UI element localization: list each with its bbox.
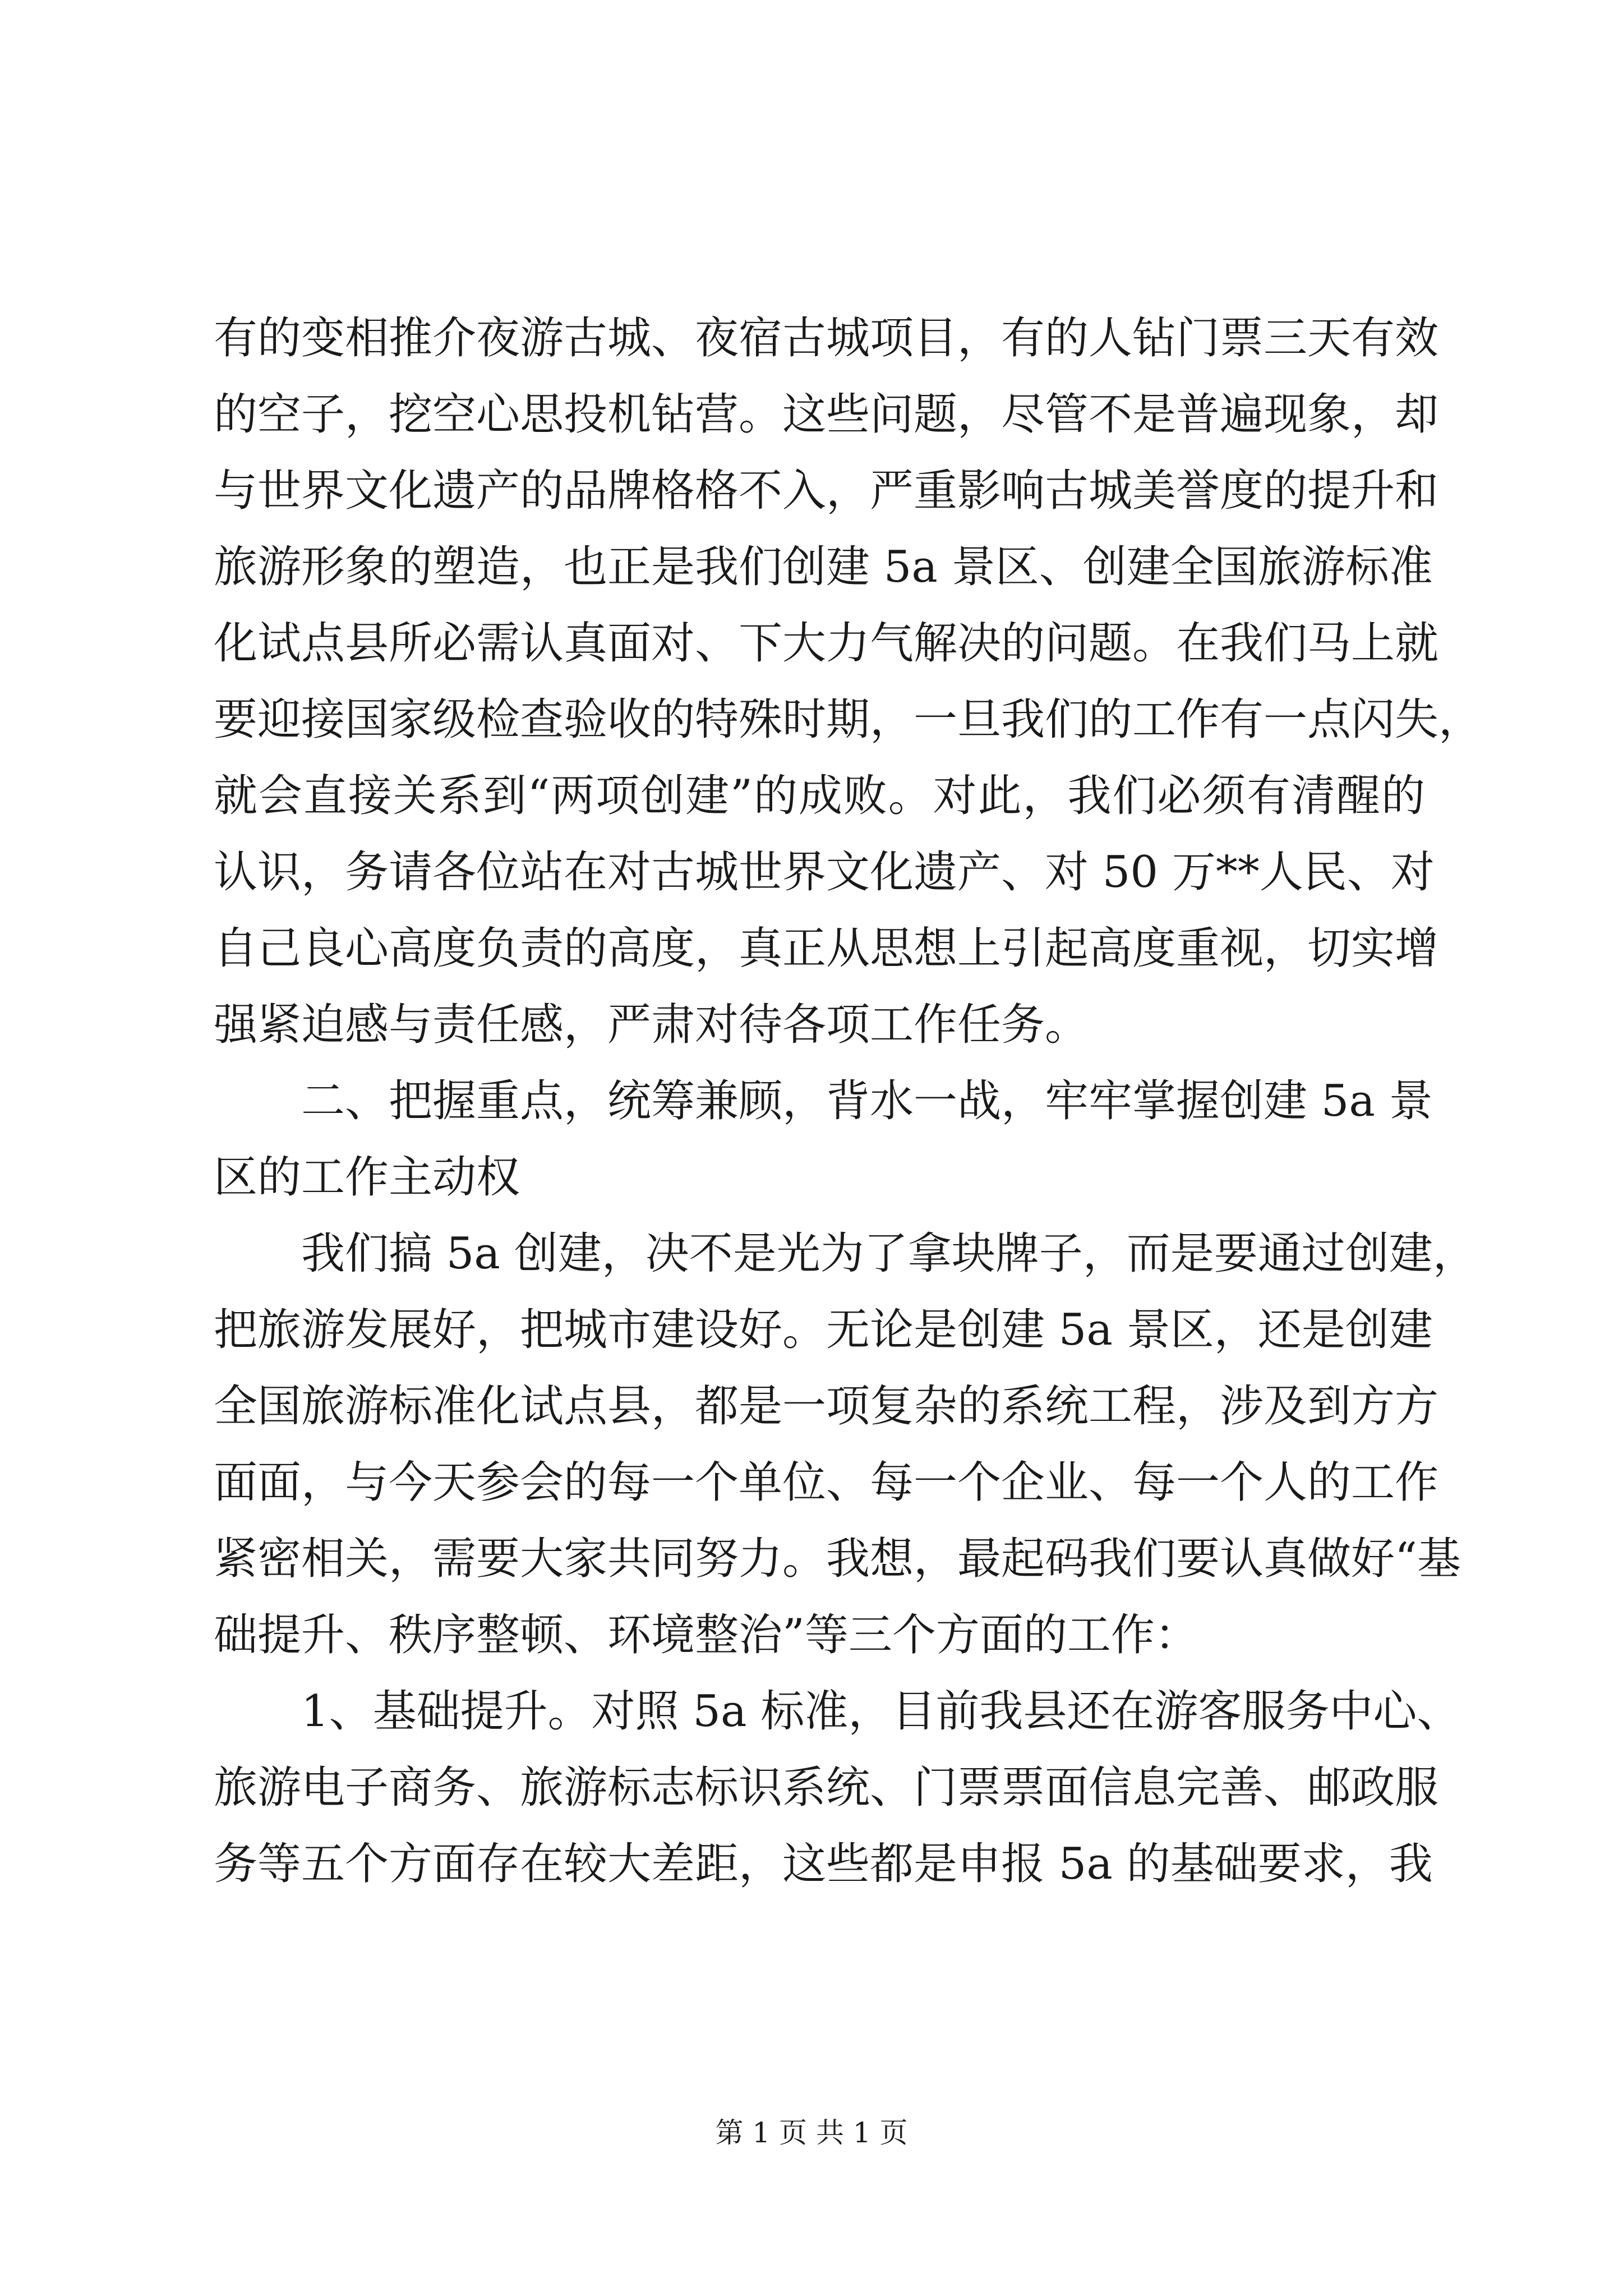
text-line: 紧密相关，需要大家共同努力。我想，最起码我们要认真做好“基 — [214, 1534, 1461, 1584]
text-line: 础提升、秩序整顿、环境整治”等三个方面的工作： — [214, 1610, 1198, 1660]
text-line: 我们搞 5a 创建，决不是光为了拿块牌子，而是要通过创建， — [214, 1228, 1477, 1279]
text-line: 认识，务请各位站在对古城世界文化遗产、对 50 万**人民、对 — [214, 847, 1435, 898]
text-line: 强紧迫感与责任感，严肃对待各项工作任务。 — [214, 1000, 1089, 1050]
section-heading-line: 区的工作主动权 — [214, 1152, 520, 1203]
text-line: 务等五个方面存在较大差距，这些都是申报 5a 的基础要求，我 — [214, 1839, 1433, 1889]
page-footer: 第 1 页 共 1 页 — [715, 2116, 908, 2149]
text-line: 的空子，挖空心思投机钻营。这些问题，尽管不是普遍现象，却 — [214, 389, 1439, 440]
text-line: 把旅游发展好，把城市建设好。无论是创建 5a 景区，还是创建 — [214, 1305, 1433, 1355]
text-line: 化试点县所必需认真面对、下大力气解决的问题。在我们马上就 — [214, 618, 1439, 669]
text-line: 自己良心高度负责的高度，真正从思想上引起高度重视，切实增 — [214, 923, 1439, 974]
text-line: 全国旅游标准化试点县，都是一项复杂的系统工程，涉及到方方 — [214, 1381, 1439, 1432]
text-line: 1、基础提升。对照 5a 标准，目前我县还在游客服务中心、 — [214, 1686, 1461, 1737]
text-line: 与世界文化遗产的品牌格格不入，严重影响古城美誉度的提升和 — [214, 466, 1439, 516]
text-line: 就会直接关系到“两项创建”的成败。对此，我们必须有清醒的 — [214, 771, 1425, 821]
text-line: 面面，与今天参会的每一个单位、每一个企业、每一个人的工作 — [214, 1457, 1439, 1508]
text-line: 有的变相推介夜游古城、夜宿古城项目，有的人钻门票三天有效 — [214, 313, 1439, 364]
text-line: 旅游电子商务、旅游标志标识系统、门票票面信息完善、邮政服 — [214, 1763, 1439, 1813]
document-body — [214, 300, 1483, 1902]
section-heading-line: 二、把握重点，统筹兼顾，背水一战，牢牢掌握创建 5a 景 — [214, 1076, 1433, 1126]
text-line: 要迎接国家级检查验收的特殊时期，一旦我们的工作有一点闪失， — [214, 694, 1483, 745]
text-line: 旅游形象的塑造，也正是我们创建 5a 景区、创建全国旅游标准 — [214, 542, 1433, 592]
